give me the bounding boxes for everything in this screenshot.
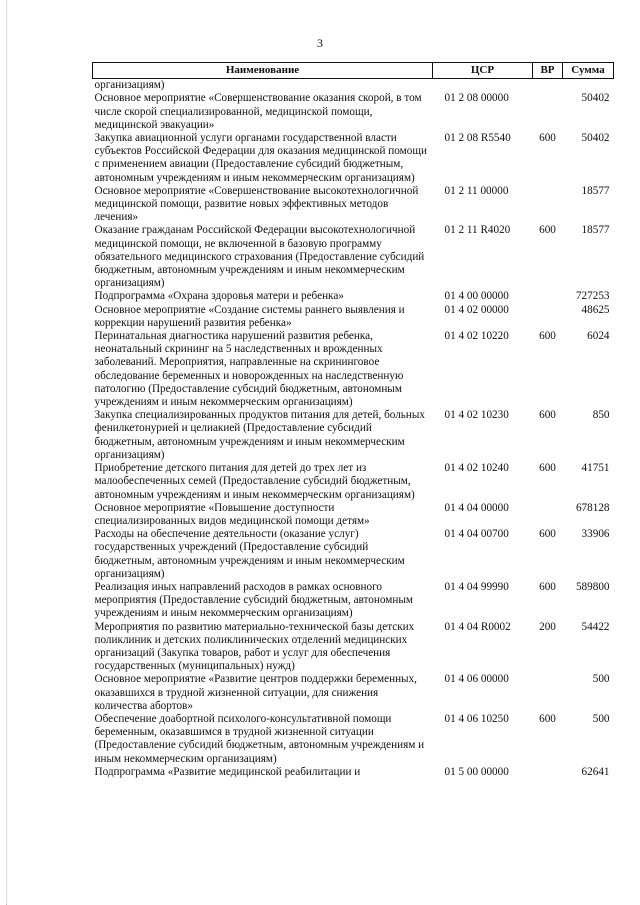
cell-vr [533,304,563,330]
table-row [93,766,614,779]
cell-name: Оказание гражданам Российской Федерации высокотехнологичной медицинской помощи, не включенной в базовую программу обязательного медицинского страхования (Предоставление субсидий бюджетным, автономным учреждениям и иным некоммерческим организациям) [94,224,425,290]
table-row [93,304,614,330]
cell-vr [533,766,563,779]
cell-vr [533,290,563,303]
cell-name: Основное мероприятие «Совершенствование высокотехнологичной медицинской помощи, развитие новых эффективных методов лечения» [94,184,419,224]
cell-sum: 41751 [581,462,610,475]
cell-vr: 200 [539,620,556,633]
table-row [93,621,614,674]
cell-sum: 500 [592,673,610,686]
table-header [93,63,614,79]
cell-sum: 727253 [575,290,610,303]
cell-csr: 01 4 04 R0002 [444,620,511,633]
cell-sum: 678128 [575,501,610,514]
cell-name: Основное мероприятие «Развитие центров поддержки беременных, оказавшихся в трудной жизненной ситуации, для снижения количества абортов» [94,673,417,712]
cell-sum: 18577 [581,184,610,197]
cell-vr: 600 [539,528,556,541]
table-row [93,528,614,581]
cell-csr: 01 4 02 10230 [444,409,509,422]
cell-csr: 01 4 06 10250 [444,712,509,725]
cell-csr: 01 4 02 10240 [444,462,509,475]
cell-name: организациям) [94,79,165,92]
cell-csr: 01 4 02 10220 [444,330,509,343]
table-row [93,185,614,225]
table-row [93,132,614,185]
cell-sum: 500 [592,712,610,725]
header-sum: Сумма [563,63,614,79]
cell-name: Основное мероприятие «Совершенствование оказания скорой, в том числе скорой специализированной, медицинской помощи, медицинской эвакуации» [94,92,422,131]
table-row [93,502,614,528]
table-body [93,79,614,779]
cell-name: Закупка авиационной услуги органами государственной власти субъектов Российской Федерации для оказания медицинской помощи с применением авиации (Предоставление субсидий бюджетным, автономным учреждениям и иным некоммерческим организациям) [94,132,427,184]
cell-vr: 600 [539,409,556,422]
header-vr: ВР [533,63,563,79]
cell-sum: 6024 [587,330,610,343]
cell-name: Перинатальная диагностика нарушений развития ребенка, неонатальный скрининг на 5 наследственных и врожденных заболеваний. Мероприятия, направленные на скрининговое обследование беременных и новорожденных на наследственную патологию (Предоставление субсидий бюджетным, автономным учреждениям и иным некоммерческим организациям) [94,330,404,409]
cell-name: Обеспечение доабортной психолого-консультативной помощи беременным, оказавшимся в трудной жизненной ситуации (Предоставление субсидий бюджетным, автономным учреждениям и иным некоммерческим организациям) [94,712,425,765]
cell-vr: 600 [539,224,556,237]
cell-vr [533,673,563,713]
cell-csr: 01 4 04 00000 [444,501,509,514]
cell-name: Закупка специализированных продуктов питания для детей, больных фенилкетонурией и целиакией (Предоставление субсидий бюджетным, автономным учреждениям и иным некоммерческим организациям) [94,409,426,461]
cell-vr: 600 [539,580,556,593]
cell-vr: 600 [539,712,556,725]
table-row [93,713,614,766]
cell-name: Мероприятия по развитию материально-технической базы детских поликлиник и детских поликлинических отделений медицинских организаций (Закупка товаров, работ и услуг для обеспечения государственных (муниципальных) нужд) [94,620,415,673]
cell-name: Подпрограмма «Охрана здоровья матери и ребенка» [94,290,344,303]
cell-csr: 01 4 04 00700 [444,528,509,541]
cell-vr: 600 [539,462,556,475]
cell-csr: 01 2 11 R4020 [444,224,511,237]
cell-sum: 850 [592,409,610,422]
cell-name: Основное мероприятие «Повышение доступности специализированных видов медицинской помощи детям» [94,501,370,527]
left-margin-border [6,0,8,905]
header-name: Наименование [93,63,433,79]
cell-name: Основное мероприятие «Создание системы раннего выявления и коррекции нарушений развития ребенка» [94,303,405,329]
cell-sum [563,79,614,93]
cell-vr [533,92,563,132]
cell-sum: 18577 [581,224,610,237]
table-row [93,673,614,713]
table-row [93,581,614,621]
table-row [93,92,614,132]
cell-sum: 48625 [581,303,610,316]
cell-csr: 01 2 08 00000 [444,92,509,105]
cell-name: Подпрограмма «Развитие медицинской реабилитации и [94,765,361,778]
cell-name: Расходы на обеспечение деятельности (оказание услуг) государственных учреждений (Предоставление субсидий бюджетным, автономным учреждениям и иным некоммерческим организациям) [94,528,405,580]
page-number: 3 [317,36,323,50]
cell-sum: 54422 [581,620,610,633]
table-row [93,330,614,409]
table-row [93,79,614,93]
cell-name: Реализация иных направлений расходов в рамках основного мероприятия (Предоставление субсидий бюджетным, автономным учреждениям и иным некоммерческим организациям) [94,580,413,620]
cell-sum: 33906 [581,528,610,541]
table-row [93,290,614,303]
cell-sum: 589800 [575,580,610,593]
cell-name: Приобретение детского питания для детей до трех лет из малообеспеченных семей (Предоставление субсидий бюджетным, автономным учреждениям и иным некоммерческим организациям) [94,462,415,501]
cell-csr: 01 4 00 00000 [444,290,509,303]
cell-sum: 50402 [581,132,610,145]
header-csr: ЦСР [433,63,533,79]
cell-csr: 01 2 08 R5540 [444,132,511,145]
budget-table [92,62,614,779]
cell-csr: 01 4 06 00000 [444,673,509,686]
cell-csr: 01 4 02 00000 [444,303,509,316]
cell-vr: 600 [539,132,556,145]
cell-vr: 600 [539,330,556,343]
table-row [93,462,614,502]
cell-vr [533,79,563,93]
cell-csr: 01 5 00 00000 [444,765,509,778]
cell-csr: 01 4 04 99990 [444,580,509,593]
cell-sum: 50402 [581,92,610,105]
cell-sum: 62641 [581,765,610,778]
table-row [93,224,614,290]
cell-vr [533,185,563,225]
table-row [93,409,614,462]
cell-csr [433,79,533,93]
cell-csr: 01 2 11 00000 [444,184,509,197]
cell-vr [533,502,563,528]
